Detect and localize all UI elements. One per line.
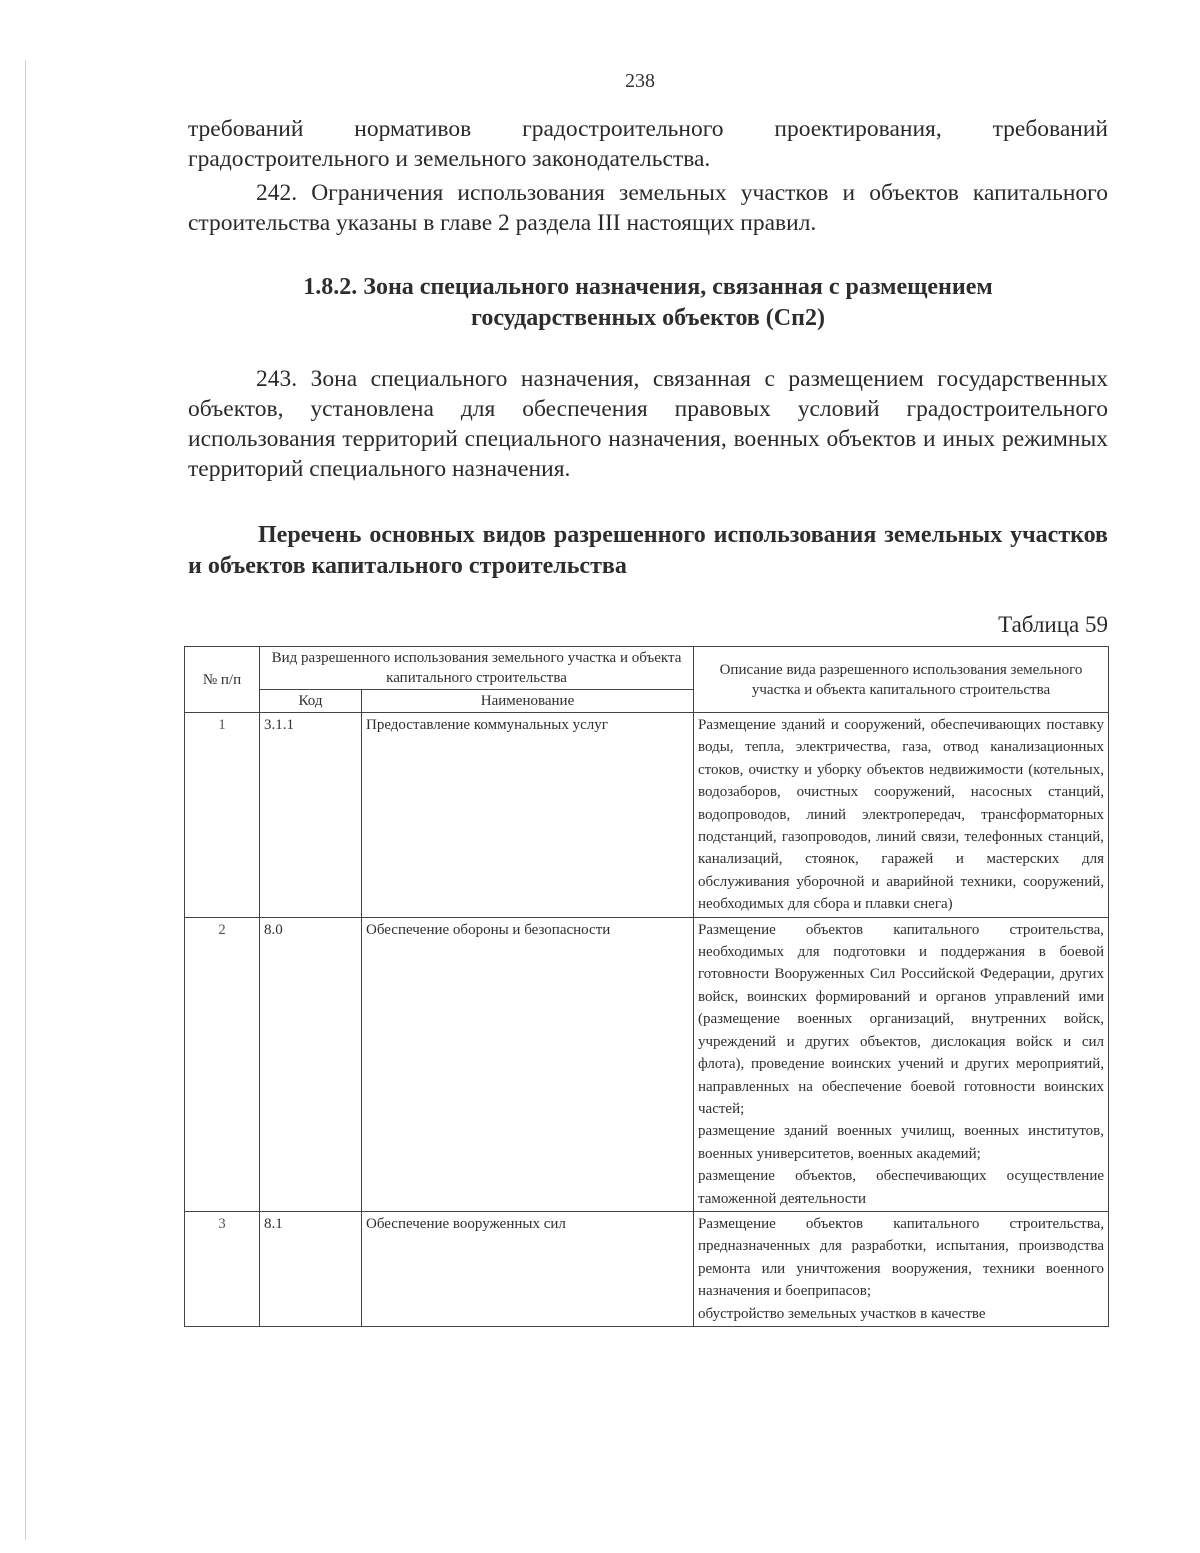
row-description: [694, 917, 1109, 1211]
row-name: Обеспечение вооруженных сил: [362, 1211, 694, 1326]
table-row: [185, 713, 1109, 918]
header-code: Код: [260, 690, 362, 713]
table-caption: Таблица 59: [998, 612, 1108, 637]
description-paragraph: обустройство земельных участков в качестве: [698, 1305, 986, 1322]
permitted-use-table: [184, 646, 1109, 1327]
header-kind: Вид разрешенного использования земельного участка и объекта капитального строительства: [260, 647, 694, 690]
paragraph-242: 242. Ограничения использования земельных участков и объектов капитального строительства указаны в главе 2 раздела III настоящих правил.: [188, 180, 1108, 236]
description-paragraph: Размещение зданий и сооружений, обеспечивающих поставку воды, тепла, электричества, газа, отвод канализационных стоков, очистку и уборку объектов недвижимости (котельных, водозаборов, очистных сооружений, насосных станций, водопроводов, линий электропередач, трансформаторных подстанций, газопроводов, линий связи, телефонных станций, канализаций, стоянок, гаражей и мастерских для обслуживания уборочной и аварийной техники, сооружений, необходимых для сбора и плавки снега): [698, 717, 1105, 913]
description-paragraph: Размещение объектов капитального строительства, предназначенных для разработки, испытания, производства ремонта или уничтожения вооружения, техники военного назначения и боеприпасов;: [698, 1215, 1105, 1300]
row-num: 1: [185, 713, 260, 918]
row-num: 3: [185, 1211, 260, 1326]
header-name: Наименование: [362, 690, 694, 713]
paragraph-continuation: требований нормативов градостроительного проектирования, требований градостроительного и земельного законодательства.: [188, 116, 1108, 172]
row-name: Предоставление коммунальных услуг: [362, 713, 694, 918]
description-paragraph: Размещение объектов капитального строительства, необходимых для подготовки и поддержания в боевой готовности Вооруженных Сил Российской Федерации, других войск, воинских формирований и органов управлений ими (размещение военных организаций, внутренних войск, учреждений и других объектов, дислокация войск и сил флота), проведение воинских учений и других мероприятий, направленных на обеспечение боевой готовности воинских частей;: [698, 921, 1105, 1117]
paragraph-243: 243. Зона специального назначения, связанная с размещением государственных объектов, установлена для обеспечения правовых условий градостроительного использования территорий специального назначения, военных объектов и иных режимных территорий специального назначения.: [188, 366, 1108, 482]
table-row: [185, 1211, 1109, 1326]
description-paragraph: размещение объектов, обеспечивающих осуществление таможенной деятельности: [698, 1168, 1105, 1207]
header-description: Описание вида разрешенного использования земельного участка и объекта капитального строительства: [694, 647, 1109, 713]
row-code: 8.0: [260, 917, 362, 1211]
table-row: [185, 917, 1109, 1211]
section-heading-line-2: государственных объектов (Сп2): [471, 305, 825, 331]
header-num: № п/п: [185, 647, 260, 713]
list-title: Перечень основных видов разрешенного использования земельных участков и объектов капитального строительства: [188, 522, 1108, 579]
row-description: [694, 1211, 1109, 1326]
section-heading: [188, 272, 1108, 334]
row-num: 2: [185, 917, 260, 1211]
row-code: 8.1: [260, 1211, 362, 1326]
row-name: Обеспечение обороны и безопасности: [362, 917, 694, 1211]
description-paragraph: размещение зданий военных училищ, военных институтов, военных университетов, военных академий;: [698, 1123, 1105, 1162]
row-description: [694, 713, 1109, 918]
row-code: 3.1.1: [260, 713, 362, 918]
section-heading-line-1: 1.8.2. Зона специального назначения, связанная с размещением: [303, 274, 993, 300]
scan-margin-line: [25, 60, 26, 1540]
page-number: 238: [625, 70, 655, 92]
